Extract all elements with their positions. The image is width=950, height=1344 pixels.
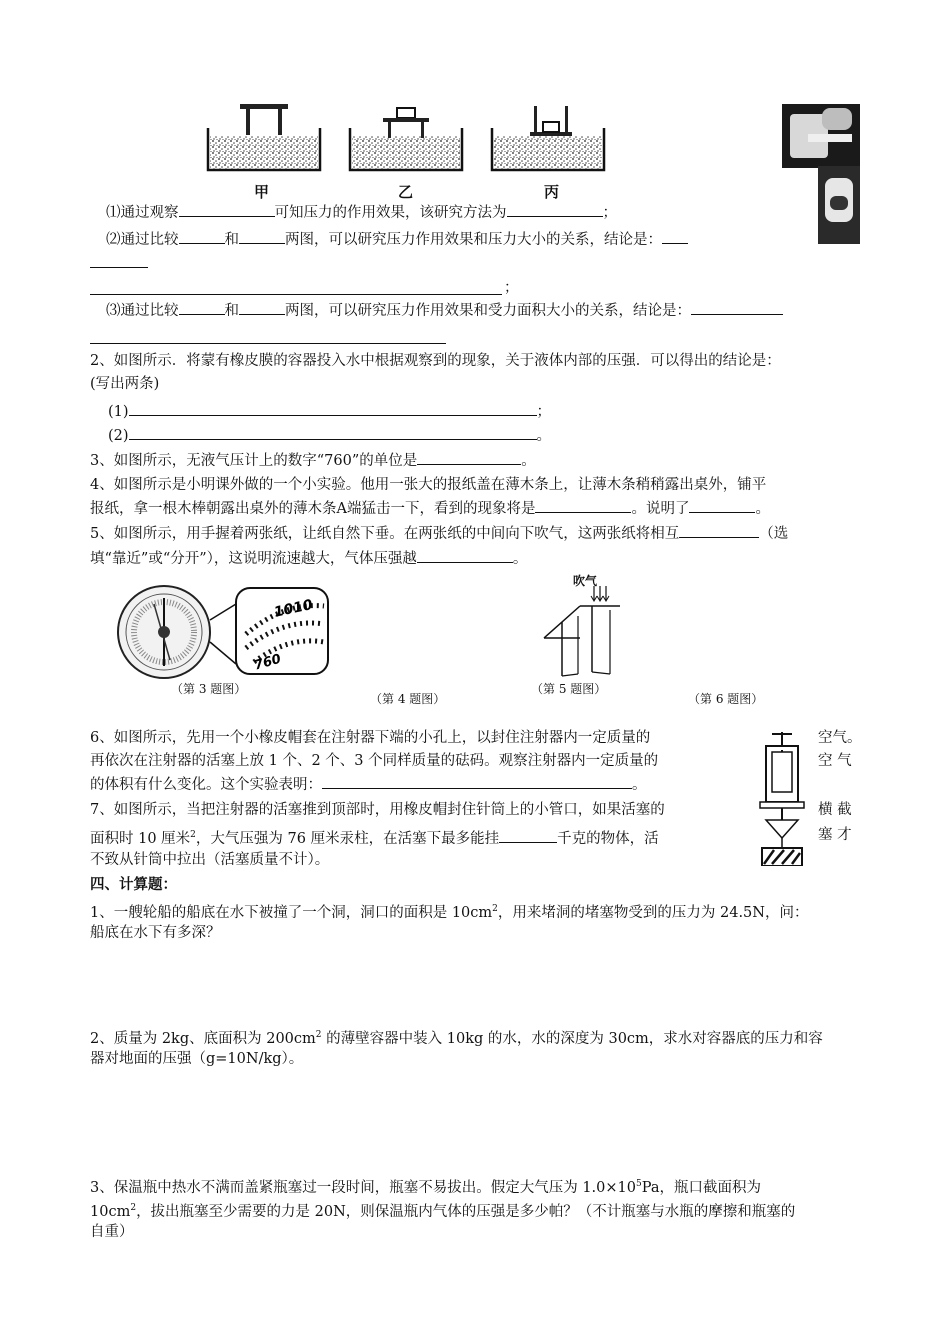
q2-item2-end: 。 [536, 428, 552, 444]
paper-hands-photo [782, 104, 860, 168]
q1-sub2-and: 和 [224, 232, 239, 248]
q1-sub2-mid: 两图，可以研究压力作用效果和压力大小的关系，结论是： [285, 232, 662, 248]
q1-sub2-text: ⑵通过比较 [106, 232, 179, 248]
q3-blank-unit[interactable] [417, 450, 521, 465]
q4-line2-mid: 。说明了 [631, 501, 690, 517]
c2-line1-text: 2、质量为 2kg、底面积为 200cm [90, 1030, 316, 1047]
q5-line2-end: 。 [512, 551, 528, 567]
q4-blank-explanation[interactable] [689, 498, 755, 513]
q1-sub3-text: ⑶通过比较 [106, 303, 179, 319]
q1-sub1-mid: 可知压力的作用效果，该研究方法为 [274, 205, 507, 221]
q1-sub1 [106, 202, 617, 224]
figure-label-bing: 丙 [544, 183, 560, 201]
section4-title: 四、计算题： [90, 876, 177, 893]
q1-sub3-and: 和 [224, 303, 239, 319]
container-bing [492, 106, 604, 170]
q1-sub3-mid: 两图，可以研究压力作用效果和受力面积大小的关系，结论是： [285, 303, 691, 319]
q6-blank-conclusion[interactable] [322, 774, 632, 789]
q5-line2 [90, 548, 527, 570]
c3-line2 [90, 1197, 795, 1223]
c3-line1-end: Pa，瓶口截面积为 [641, 1179, 761, 1196]
q4-line1: 4、如图所示是小明课外做的一个小实验。他用一张大的报纸盖在薄木条上，让薄木条稍稍露出桌外，铺平 [90, 477, 767, 493]
q7-blank-mass[interactable] [499, 828, 557, 843]
c3-line2-text: 10cm [90, 1203, 131, 1220]
q1-sub3-blank-b[interactable] [239, 300, 285, 315]
q1-sub3-blank-conclusion[interactable] [691, 300, 783, 315]
q7-line2-text: 面积时 10 厘米 [90, 830, 191, 847]
q1-sub3 [106, 300, 783, 322]
syringe-figure [758, 732, 806, 866]
q4-blank-phenomenon[interactable] [535, 498, 631, 513]
c2-sup: 2 [315, 1030, 322, 1040]
q2-item1-blank[interactable] [129, 401, 537, 416]
figure-label-yi: 乙 [398, 183, 414, 201]
q7-line2 [90, 824, 659, 850]
q2-item2-blank[interactable] [129, 425, 537, 440]
q2-item2 [108, 425, 551, 447]
q7-line3: 不致从针筒中拉出（活塞质量不计）。 [90, 852, 330, 868]
caption-fig3: （第 3 题图） [171, 682, 247, 696]
c3-line1 [90, 1173, 761, 1199]
q2-item1-label: (1) [108, 404, 129, 420]
q1-sub2-blank-b[interactable] [239, 229, 285, 244]
q3-text: 3、如图所示，无液气压计上的数字“760”的单位是 [90, 453, 418, 469]
q2-item2-label: (2) [108, 428, 129, 444]
q1-sub2-answer-line-1[interactable] [90, 267, 148, 268]
q1-sub2-blank-conclusion[interactable] [662, 229, 688, 244]
c3-sup-1: 5 [636, 1179, 642, 1189]
c2-line1-end: 的薄壁容器中装入 10kg 的水，水的深度为 30cm，求水对容器底的压力和容 [321, 1030, 823, 1047]
q7-line2-right: 塞 才 [818, 827, 852, 843]
c1-line1-text: 1、一艘轮船的船底在水下被撞了一个洞，洞口的面积是 10cm [90, 904, 493, 921]
q2-item1 [108, 401, 551, 423]
q7-sup: 2 [190, 830, 196, 840]
gauge-label-1010: 1010 [272, 596, 315, 621]
q6-line1: 6、如图所示，先用一个小橡皮帽套在注射器下端的小孔上，以封住注射器内一定质量的 [90, 730, 651, 746]
q1-sub2-end: ； [504, 280, 519, 296]
q1-sub1-text: ⑴通过观察 [106, 205, 179, 221]
caption-fig4: （第 4 题图） [370, 692, 446, 706]
q5-blank-direction[interactable] [679, 523, 759, 538]
aneroid-barometer-figure [108, 584, 330, 680]
q1-sub2-answer-line-2[interactable] [90, 294, 502, 295]
container-in-water-photo [818, 166, 860, 244]
q2-line2: (写出两条) [90, 376, 160, 392]
c1-line1 [90, 898, 808, 924]
q5-blank-pressure[interactable] [417, 548, 513, 563]
q1-sub3-blank-a[interactable] [179, 300, 225, 315]
gauge-label-760: 760 [252, 651, 283, 674]
figure-label-jia: 甲 [254, 183, 270, 201]
q7-line1-right: 横 截 [818, 802, 852, 818]
q3-end: 。 [521, 453, 536, 469]
q4-line2 [90, 498, 770, 520]
q6-line3-end: 。 [632, 777, 647, 793]
q7-line2-end: 千克的物体，活 [557, 830, 659, 847]
c3-line2-end: ，拔出瓶塞至少需要的力是 20N，则保温瓶内气体的压强是多少帕？（不计瓶塞与水瓶的摩擦和瓶塞的 [136, 1203, 796, 1220]
container-jia [208, 104, 320, 170]
c2-line2: 器对地面的压强（g=10N/kg）。 [90, 1051, 304, 1067]
q2-line1: 2、如图所示．将蒙有橡皮膜的容器投入水中根据观察到的现象，关于液体内部的压强．可以得出的结论是： [90, 353, 781, 369]
two-paper-sheets-figure [540, 586, 630, 682]
q6-line2: 再依次在注射器的活塞上放 1 个、2 个、3 个同样质量的砝码。观察注射器内一定质量的 [90, 753, 659, 769]
q2-item1-end: ； [536, 404, 552, 420]
caption-fig5: （第 5 题图） [531, 682, 607, 696]
q7-line2-mid: ，大气压强为 76 厘米汞柱，在活塞下最多能挂 [195, 830, 500, 847]
q1-sub1-end: ； [602, 205, 617, 221]
q5-line1 [90, 523, 788, 545]
q6-line1-right: 空气。 [818, 730, 862, 746]
caption-fig6: （第 6 题图） [688, 692, 764, 706]
blow-label: 吹气 [573, 574, 598, 588]
q5-line2-text: 填“靠近”或“分开”），这说明流速越大，气体压强越 [90, 551, 417, 567]
q5-line1-text: 5、如图所示，用手握着两张纸，让纸自然下垂。在两张纸的中间向下吹气，这两张纸将相互 [90, 526, 680, 542]
q6-line2-right: 空 气 [818, 753, 852, 769]
c3-line1-text: 3、保温瓶中热水不满而盖紧瓶塞过一段时间，瓶塞不易拔出。假定大气压为 1.0×10 [90, 1179, 636, 1196]
c2-line1 [90, 1024, 823, 1050]
c3-sup-2: 2 [130, 1203, 137, 1213]
q4-line2-text: 报纸，拿一根木棒朝露出桌外的薄木条A端猛击一下，看到的现象将是 [90, 501, 536, 517]
q1-sub1-blank-observe[interactable] [179, 202, 275, 217]
container-yi [350, 108, 462, 170]
q4-line2-end: 。 [755, 501, 770, 517]
q1-sub2-blank-a[interactable] [179, 229, 225, 244]
sand-containers-figure [200, 98, 620, 178]
q3-line [90, 450, 536, 472]
c1-sup: 2 [492, 904, 498, 914]
q7-line1: 7、如图所示，当把注射器的活塞推到顶部时，用橡皮帽封住针筒上的小管口，如果活塞的 [90, 802, 665, 818]
q1-sub1-blank-method[interactable] [507, 202, 603, 217]
c1-line1-end: ，用来堵洞的堵塞物受到的压力为 24.5N，问： [497, 904, 809, 921]
c3-line3: 自重） [90, 1224, 134, 1240]
q1-sub3-answer-line[interactable] [90, 343, 446, 344]
c1-line2: 船底在水下有多深？ [90, 925, 221, 941]
q5-line1-end: （选 [759, 526, 789, 542]
q6-line3 [90, 774, 647, 796]
q1-sub2 [106, 229, 688, 251]
q6-line3-text: 的体积有什么变化。这个实验表明： [90, 777, 322, 793]
